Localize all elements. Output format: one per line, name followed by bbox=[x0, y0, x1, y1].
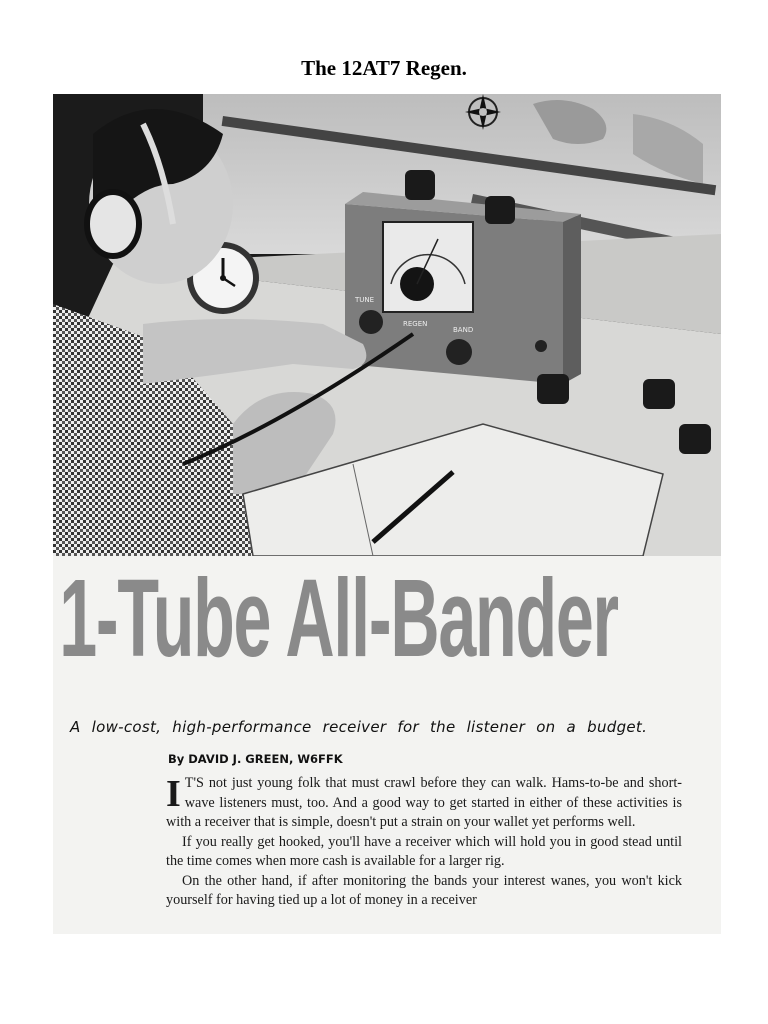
scanned-article bbox=[53, 94, 721, 934]
paragraph-1-text: T'S not just young folk that must crawl before they can walk. Hams-to-be and short-wave listeners must, too. And a good way to get started in either of these activities is with a receiver that is simple, doesn't put a strain on your wallet yet performs well. bbox=[166, 775, 682, 830]
panel-label-band: BAND bbox=[453, 326, 474, 334]
paragraph-1 bbox=[166, 774, 682, 833]
page-title: The 12AT7 Regen. bbox=[301, 56, 467, 80]
paragraph-2: If you really get hooked, you'll have a receiver which will hold you in good stead until the time comes when more cash is available for a larger rig. bbox=[166, 833, 682, 869]
article-body bbox=[166, 774, 682, 911]
paragraph-3: On the other hand, if after monitoring the bands your interest wanes, you won't kick yourself for having tied up a lot of money in a receiver bbox=[166, 872, 682, 908]
article-headline: 1-Tube All-Bander bbox=[59, 557, 618, 680]
drop-cap: I bbox=[166, 773, 181, 815]
panel-label-tune: TUNE bbox=[355, 296, 375, 304]
article-subtitle: A low-cost, high-performance receiver for the listener on a budget. bbox=[70, 718, 648, 736]
panel-label-regen: REGEN bbox=[403, 320, 428, 328]
article-byline: By DAVID J. GREEN, W6FFK bbox=[168, 752, 343, 766]
article-photo bbox=[53, 94, 721, 556]
